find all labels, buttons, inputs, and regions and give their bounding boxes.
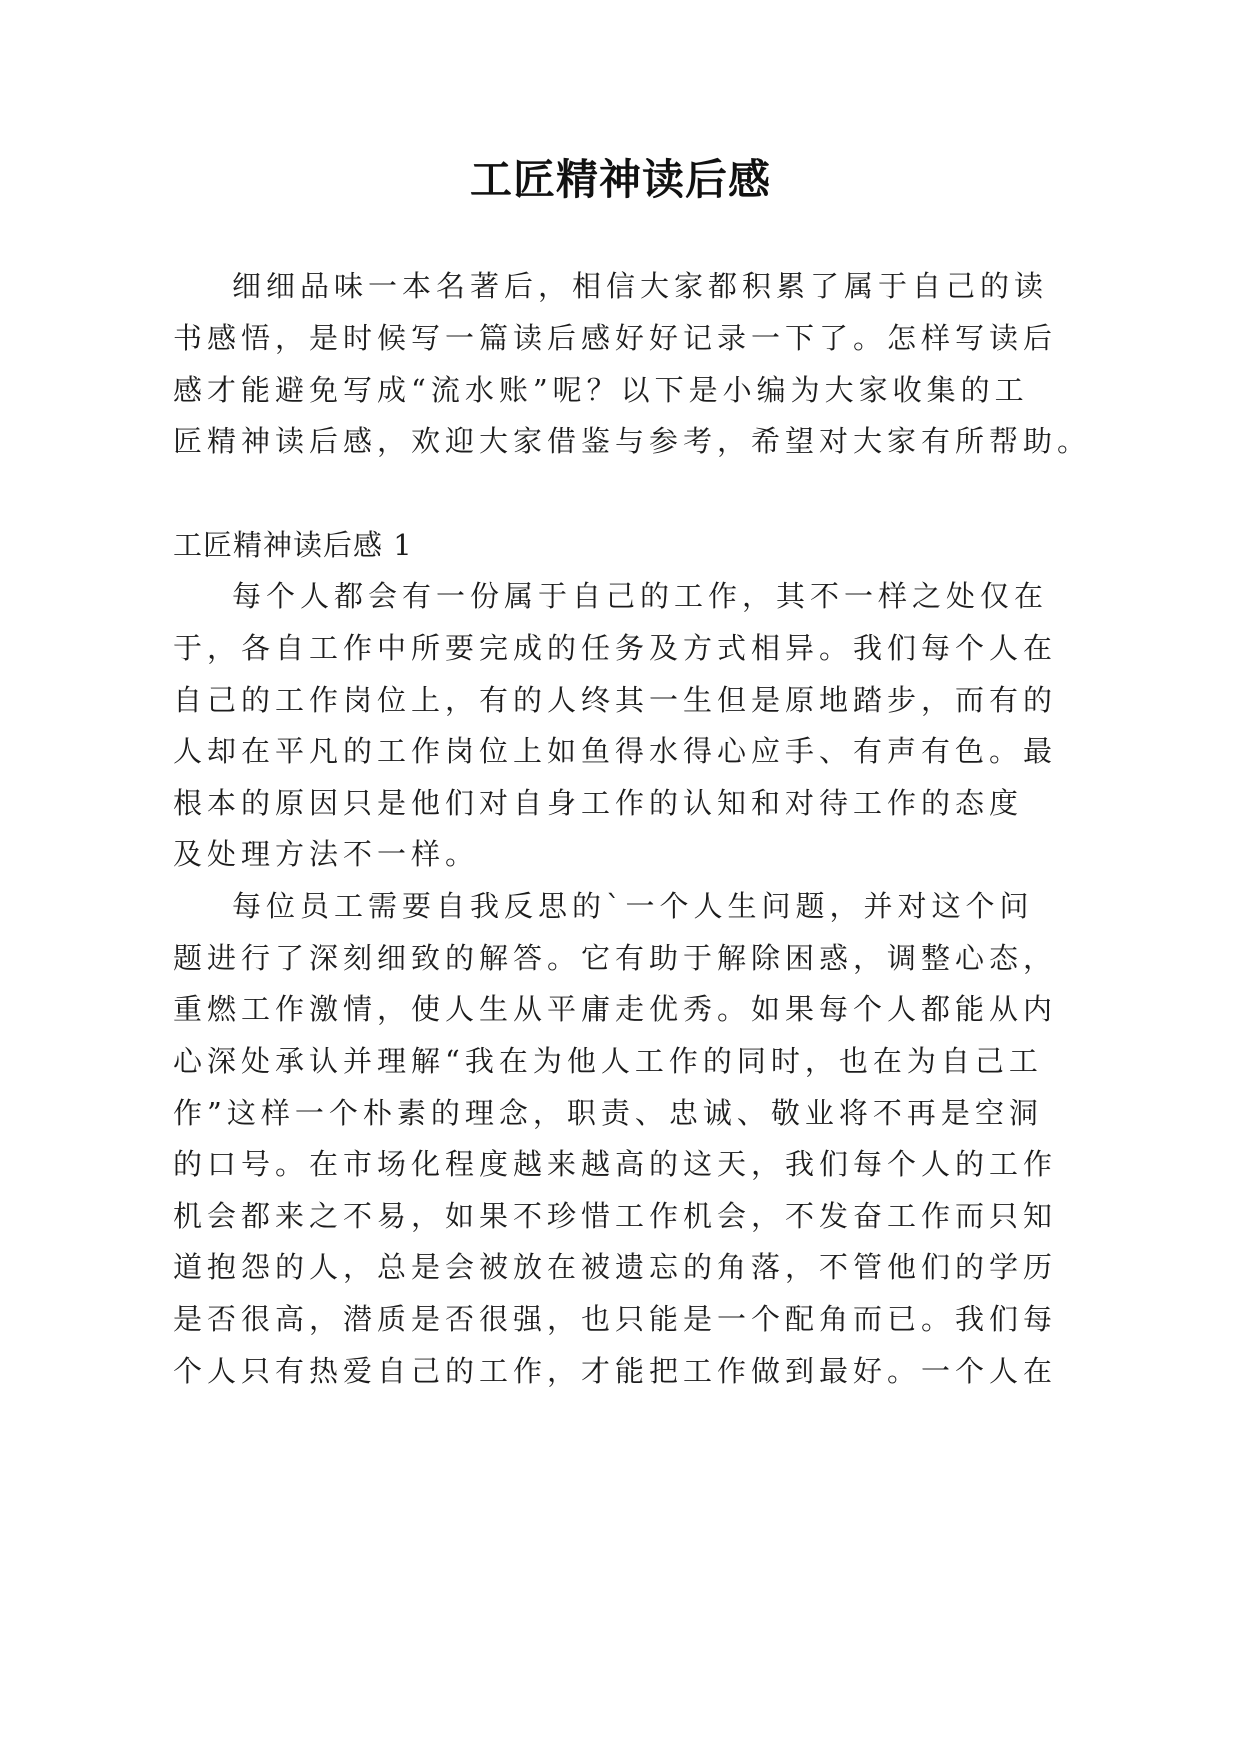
section-heading: 工匠精神读后感 1 [173,528,413,562]
body-line: 是否很高，潜质是否很强，也只能是一个配角而已。我们每 [173,1302,1058,1336]
body-line: 题进行了深刻细致的解答。它有助于解除困惑，调整心态， [173,941,1058,975]
intro-line: 细细品味一本名著后，相信大家都积累了属于自己的读 [232,269,1049,303]
body-line: 机会都来之不易，如果不珍惜工作机会，不发奋工作而只知 [173,1199,1058,1233]
intro-line: 匠精神读后感，欢迎大家借鉴与参考，希望对大家有所帮助。 [173,424,1092,458]
body-line: 及处理方法不一样。 [173,837,480,871]
intro-line: 感才能避免写成“流水账”呢？以下是小编为大家收集的工 [173,373,1029,407]
body-line: 道抱怨的人，总是会被放在被遗忘的角落，不管他们的学历 [173,1250,1058,1284]
body-line: 作”这样一个朴素的理念，职责、忠诚、敬业将不再是空洞 [173,1096,1043,1130]
body-line: 心深处承认并理解“我在为他人工作的同时，也在为自己工 [173,1044,1043,1078]
body-line: 的口号。在市场化程度越来越高的这天，我们每个人的工作 [173,1147,1058,1181]
body-line: 重燃工作激情，使人生从平庸走优秀。如果每个人都能从内 [173,992,1058,1026]
intro-line: 书感悟，是时候写一篇读后感好好记录一下了。怎样写读后 [173,321,1058,355]
body-line: 自己的工作岗位上，有的人终其一生但是原地踏步，而有的 [173,683,1058,717]
body-line: 根本的原因只是他们对自身工作的认知和对待工作的态度 [173,786,1024,820]
body-line: 个人只有热爱自己的工作，才能把工作做到最好。一个人在 [173,1354,1058,1388]
body-line: 于，各自工作中所要完成的任务及方式相异。我们每个人在 [173,631,1058,665]
body-line: 人却在平凡的工作岗位上如鱼得水得心应手、有声有色。最 [173,734,1058,768]
body-line: 每个人都会有一份属于自己的工作，其不一样之处仅在 [232,579,1049,613]
body-line: 每位员工需要自我反思的`一个人生问题，并对这个问 [232,889,1034,923]
document-title: 工匠精神读后感 [469,155,771,204]
